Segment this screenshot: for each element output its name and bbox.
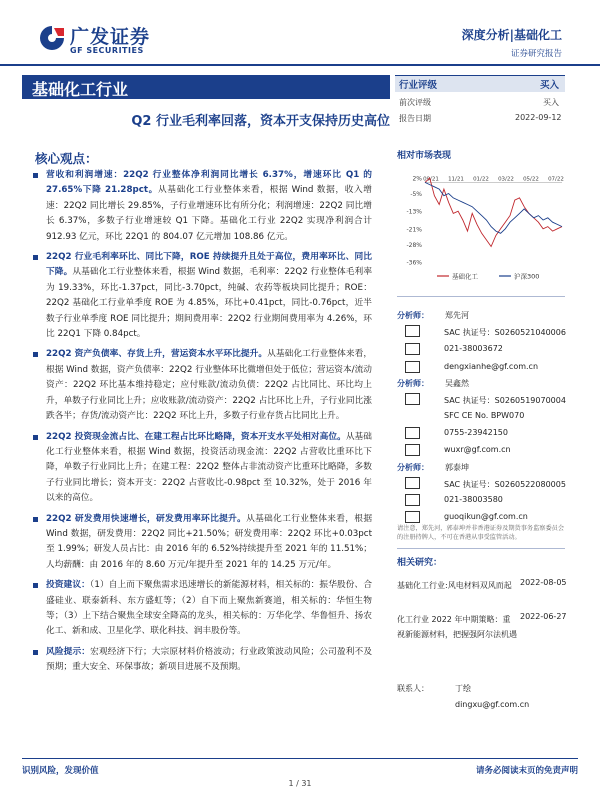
related-research-heading: 相关研究：	[397, 558, 443, 568]
point-text: 从基础化工行业整体来看，根据 Wind 数据，毛利率：22Q2 行业整体毛利率为 19.33%，环比-1.37pct，同比-3.70pct，纯碱、农药等板块同比提升；ROE：22Q2 基础化工行业单季度 ROE 为 4.85%，环比+0.41pct，同比-0.76pct，近半数子行业单季度 ROE 同比提升；期间费用率：22Q2 行业期间费用率为 4.26%，环比 22Q1 下降 0.84pct。	[46, 267, 373, 340]
report-date-label: 报告日期	[399, 114, 431, 123]
point-head: 22Q2 投资现金流占比、在建工程占比环比略降，资本开支水平处相对高位。	[46, 431, 346, 442]
point-text: 从基础化工行业整体来看，根据 Wind 数据，研发费用：22Q2 同比+21.50%；研发费用率：22Q2 环比+0.03pct 至 1.99%；研发人员占比：由 2016 年的 6.52%持续提升至 2021 年的 11.51%；人均薪酬：由 2016 年的 8.60 万元/年提升至 2021 年的 14.25 万元/年。	[46, 513, 373, 570]
contact-name: 丁绘	[455, 684, 471, 693]
analyst-name: 吴鑫然	[445, 379, 469, 388]
point-text: 从基础化工行业整体来看，根据 Wind 数据，投资活动现金流：22Q2 占营收比重环比下降，单数子行业同比上升；在建工程：22Q2 整体占非流动资产比重环比略降，多数子行业同比增长；资本开支：22Q2 占营收比-0.98pct 至 10.32%，处于 2016 年以来的高位。	[46, 431, 372, 504]
footer-disclaimer: 请务必阅读末页的免责声明	[475, 766, 578, 776]
analyst-email: guoqikun@gf.com.cn	[444, 512, 528, 521]
related-report-title[interactable]: 化工行业 2022 年中期策略：重视新能源材料，把握强阿尔法机遇	[397, 615, 517, 639]
rating-value: 买入	[540, 80, 560, 91]
analyst-phone: 0755-23942150	[444, 428, 508, 437]
x-tick-label: 05/22	[523, 176, 539, 183]
analyst-phone: 021-38003580	[444, 495, 503, 504]
header-divider	[0, 64, 600, 66]
disclaimer-note: 请注意，郑先河，郭泰坤并非香港证券及期货事务监察委员会的注册持牌人，不可在香港从事受监管活动。	[397, 525, 565, 541]
contact-email[interactable]: dingxu@gf.com.cn	[455, 700, 530, 709]
analyst-name: 郑先河	[445, 311, 469, 320]
body-point	[32, 645, 372, 676]
related-report-title[interactable]: 基础化工行业:风电材料双风而起	[397, 581, 512, 590]
email-icon	[405, 444, 420, 456]
gf-logo-icon	[38, 24, 66, 52]
phone-icon	[405, 427, 420, 439]
logo-text-cn: 广发证券	[70, 26, 151, 48]
analyst-label: 分析师：	[397, 463, 429, 472]
related-report-date: 2022-08-05	[520, 578, 567, 587]
report-type: 深度分析|基础化工	[461, 28, 562, 42]
analyst-email: wuxr@gf.com.cn	[444, 445, 511, 454]
y-tick-label: -21%	[406, 226, 422, 234]
related-report-date: 2022-06-27	[520, 612, 567, 621]
contact-label: 联系人：	[397, 684, 429, 693]
series-line-index	[425, 182, 562, 233]
legend-label: 沪深300	[514, 272, 540, 281]
rating-label: 行业评级	[399, 80, 438, 91]
x-tick-label: 09/21	[423, 176, 439, 183]
analyst-sac: SAC 执证号：S0260519070004	[444, 396, 566, 405]
phone-icon	[405, 494, 420, 506]
report-subtype: 证券研究报告	[510, 49, 562, 59]
analyst-sac: SAC 执证号：S0260522080005	[444, 480, 566, 489]
y-tick-label: -13%	[406, 208, 422, 216]
relative-performance-chart	[397, 170, 567, 285]
divider	[397, 548, 565, 549]
point-head: 22Q2 行业毛利率环比、同比下降，ROE 持续提升且处于高位，费用率环比、同比下降。	[46, 252, 372, 278]
body-point	[32, 250, 372, 342]
prev-rating-value: 买入	[543, 98, 559, 107]
point-text: 从基础化工行业整体来看，根据 Wind 数据，收入增速：22Q2 同比增长 29.85%，子行业增速环比有所分化；利润增速：22Q2 同比增长 6.37%，多数子行业增速较 Q1 下降。基础化工行业 22Q2 实现净利润合计 912.93 亿元，环比 22Q1 的 804.07 亿元增加 108.86 亿元。	[46, 185, 372, 242]
analyst-label: 分析师：	[397, 379, 429, 388]
x-tick-label: 11/21	[448, 176, 464, 183]
page-title: 基础化工行业	[32, 80, 129, 99]
legend-label: 基础化工	[452, 272, 478, 281]
analyst-label: 分析师：	[397, 311, 429, 320]
analyst-sac: SAC 执证号：S0260521040006	[444, 328, 566, 337]
logo-text-en: GF SECURITIES	[70, 46, 144, 55]
page-number: 1 / 31	[288, 779, 312, 788]
company-logo	[38, 22, 168, 60]
analyst-sfc: SFC CE No. BPW070	[444, 411, 525, 420]
id-card-icon	[405, 325, 420, 337]
id-card-icon	[405, 477, 420, 489]
y-tick-label: -36%	[406, 259, 422, 267]
series-line-industry	[425, 178, 562, 247]
core-views-heading: 核心观点：	[35, 151, 98, 166]
body-point	[32, 430, 372, 507]
point-head: 22Q2 研发费用快速增长，研发费用率环比提升。	[46, 513, 247, 524]
x-tick-label: 03/22	[498, 176, 514, 183]
x-tick-label: 07/22	[548, 176, 564, 183]
id-card-icon	[405, 393, 420, 405]
phone-icon	[405, 343, 420, 355]
point-head: 投资建议：	[46, 580, 90, 591]
divider	[397, 296, 565, 297]
point-text: 从基础化工行业整体来看，根据 Wind 数据，资产负债率：22Q2 行业整体环比微增但处于低位；营运资本/流动资产：22Q2 环比基本维持稳定；应付账款/流动负债：22Q2 占比同比、环比均上升，单数子行业同比上升；应收账款/流动资产：22Q2 占比环比上升，子行业同比涨跌各半；存货/流动资产比：22Q2 环比上升，多数子行业存货占比同比上升。	[46, 349, 373, 422]
point-head: 22Q2 资产负债率、存货上升，营运资本水平环比提升。	[46, 349, 268, 360]
x-tick-label: 01/22	[473, 176, 489, 183]
point-head: 营收和利润增速：22Q2 行业整体净利润同比增长 6.37%，增速环比 Q1 的 27.65%下降 21.28pct。	[46, 170, 372, 196]
email-icon	[405, 361, 420, 373]
email-icon	[405, 511, 420, 523]
relative-performance-heading: 相对市场表现	[397, 151, 452, 161]
y-tick-label: 2%	[412, 175, 422, 183]
page-subtitle: Q2 行业毛利率回落，资本开支保持历史高位	[131, 114, 390, 129]
point-text: （1）自上而下聚焦需求迅速增长的新能源材料，相关标的：振华股份、合盛硅业、联泰新科、东方盛虹等；（2）自下而上聚焦新赛道，相关标的：华恒生物等；（3）上下结合聚焦全球安全降高的龙头，相关标的：万华化学、华鲁恒升、扬农化工、新和成、卫星化学、联化科技、润丰股份等。	[46, 580, 373, 637]
y-tick-label: -5%	[410, 190, 422, 198]
analyst-phone: 021-38003672	[444, 344, 503, 353]
prev-rating-label: 前次评级	[399, 98, 431, 107]
body-point	[32, 512, 372, 574]
footer-slogan: 识别风险，发现价值	[22, 766, 99, 776]
analyst-email: dengxianhe@gf.com.cn	[444, 362, 539, 371]
body-point	[32, 168, 372, 245]
body-point	[32, 578, 372, 640]
body-point	[32, 347, 372, 424]
report-body	[32, 168, 372, 681]
footer-divider	[22, 758, 578, 759]
analyst-name: 郭泰坤	[445, 463, 469, 472]
point-head: 风险提示：	[46, 646, 91, 657]
point-text: 宏观经济下行；大宗原材料价格波动；行业政策波动风险；公司盈利不及预期；重大安全、环保事故；新项目进展不及预期。	[46, 646, 373, 673]
y-tick-label: -28%	[406, 241, 422, 249]
report-date-value: 2022-09-12	[515, 113, 562, 122]
